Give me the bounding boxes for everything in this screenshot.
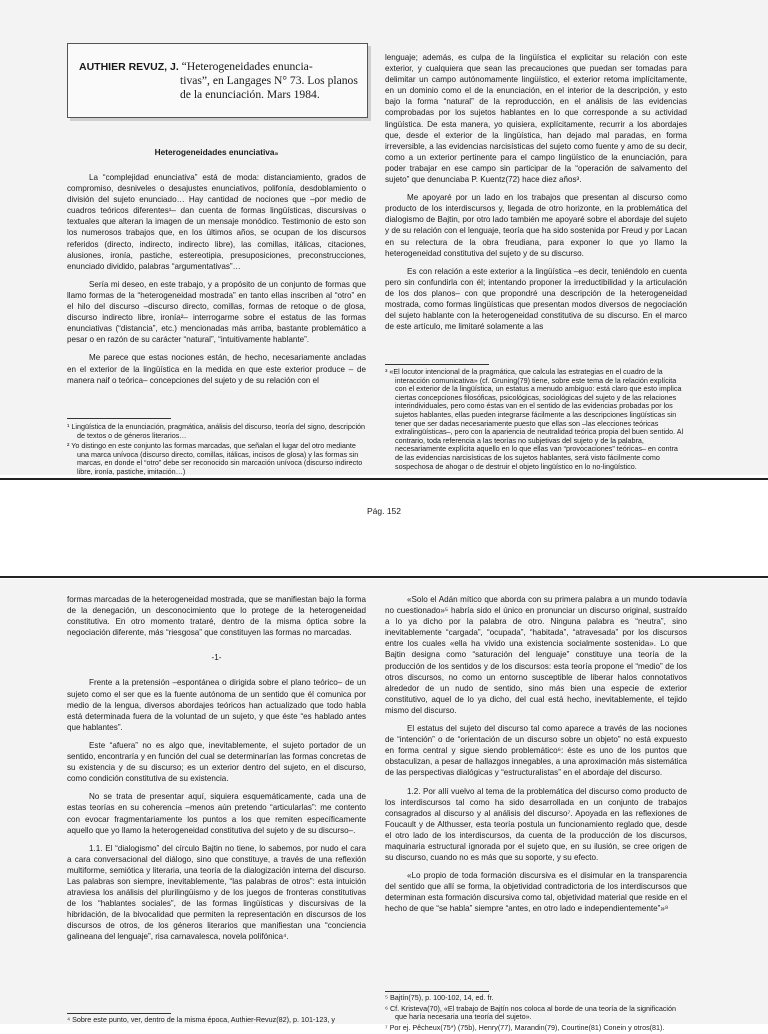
paragraph: Sería mi deseo, en este trabajo, y a propósito de un conjunto de formas que llamo formas de la “heterogeneidad mostrada” en tanto ellas inscriben al “otro” en el hilo del discurso –discurso directo, comillas, formas de retoque o de glosa, discurso indirecto libre, ironía²– interrogarme sobre el estatus de las formas enunciativas (“distancia”, etc.) mencionadas más arriba, bastante problemático a pesar o en razón de su carácter “natural”, “intuitivamente hablante”. [67,279,366,345]
top-left-footnotes [67,423,366,479]
reference-line-3: de la enunciación. Mars 1984. [180,88,320,101]
footnote: ¹ Lingüística de la enunciación, pragmática, análisis del discurso, teoría del signo, descripción de textos o de géneros literarios… [67,422,366,440]
paragraph: Me apoyaré por un lado en los trabajos que presentan al discurso como producto de los interdiscursos y, llegada de otro horizonte, en la problemática del dialogismo de Bajtin, por otro lado también me apoyaré sobre el abordaje del sujeto y de su relación con el lenguaje, teoría que ha sido sostenida por Freud y por Lacan en su relectura de la obra freudiana, para exponer lo que yo llamo la heterogeneidad constitutiva del sujeto y de su discurso. [385,193,687,258]
paragraph: «Solo el Adán mítico que aborda con su primera palabra a un mundo todavía no cuestionado»⁵ habría sido el único en pronunciar un discurso original, sustraído a lo ya dicho por la palabra de otro. Ninguna palabra es “neutra”, sino inevitablemente “cargada”, “ocupada”, “habitada”, “atravesada” por los discursos entre los cuales «ella ha vivido una existencia socialmente sostenida». Lo que Bajtin designa como “saturación del lenguaje” constituye una teoría de la producción de los sentidos y de los discursos: esta teoría propone el “medio” de los otros discursos, no como un entorno susceptible de liberar halos connotativos alrededor de un nudo de sentido, sino más bien una especie de exterior constitutivo, aquel de lo ya dicho, del cual está hecho, inevitablemente, el tejido mismo del discurso. [385,595,687,715]
top-left-column [67,172,366,393]
reference-author: AUTHIER REVUZ, J. [79,61,179,73]
top-right-footnote [385,368,687,473]
reference-line-1: AUTHIER REVUZ, J. “Heterogeneidades enuncia- [79,60,313,73]
paragraph: El estatus del sujeto del discurso tal como aparece a través de las nociones de “intención” o de “orientación de un discurso sobre un objeto” no está expuesto en forma central y sigue siendo problemático⁶: éste es uno de los puntos que obstaculizan, a pesar de hallazgos innegables, a una aproximación más sistemática de las perspectivas dialógicas y “estructuralistas” en el abordaje del discurso. [385,724,687,778]
lower-page [0,579,768,1032]
footnote: ² Yo distingo en este conjunto las formas marcadas, que señalan el lugar del otro mediante una marca unívoca (discurso directo, comillas, itálicas, incisos de glosa) y las formas sin marcas, en donde el “otro” debe ser reconocido sin marcación unívoca (discurso indirecto libre, ironía, pastiche, imitación…) [67,441,363,476]
page-separator [0,576,768,578]
section-number: -1- [211,653,222,663]
bottom-left-footnote [67,1016,366,1027]
upper-page [0,0,768,475]
bottom-left-column [67,594,366,950]
paragraph: Es con relación a este exterior a la lingüística –es decir, teniéndolo en cuenta pero sin confundirla con él; intentando proponer la irreductibilidad y la articulación de los dos planos– con que propondré una descripción de la heterogeneidad mostrada, como formas lingüísticas que presentan modos diversos de negociación del sujeto hablante con la heterogeneidad constitutiva de su discurso. En el marco de este artículo, me limitaré solamente a las [385,266,687,332]
page-separator [0,478,768,480]
page-number: Pág. 152 [366,506,402,516]
footnote: ⁵ Bajtín(75), p. 100-102, 14, ed. fr. [385,993,494,1002]
paragraph: Me parece que estas nociones están, de hecho, necesariamente ancladas en el exterior de la lingüística en la medida en que este exterior produce – de manera naif o teórica– concepciones del sujeto y de su relación con el [67,353,366,385]
footnote: ⁶ Cf. Kristeva(70), «El trabajo de Bajtín nos coloca al borde de una teoría de la significación que haría necesaria una teoría del sujeto». [385,1003,677,1022]
footnote: ⁴ Sobre este punto, ver, dentro de la misma época, Authier-Revuz(82), p. 101-123, y [67,1015,335,1024]
paragraph: No se trata de presentar aquí, siquiera esquemáticamente, cada una de estas teorías en su coherencia –menos aún pretendo “articularlas”: me contento con evocar fragmentariamente los puntos a los que remiten específicamente aquello que yo llamo la heterogeneidad constitutiva del sujeto y de su discurso–. [67,792,366,835]
paragraph: La “complejidad enunciativa” está de moda: distanciamiento, grados de compromiso, desniveles o desajustes enunciativos, polifonía, desdoblamiento o división del sujeto enunciado… Hay cantidad de nociones que –por medio de cuadros teóricos diferentes¹– dan cuenta de formas lingüísticas, discursivas o textuales que alteran la imagen de un mensaje monódico. Testimonio de esto son los numerosos trabajos que, en los últimos años, se ocupan de los discursos referidos (directo, indirecto, indirecto libre), las comillas, itálicas, citaciones, alusiones, ironía, pastiche, estereotipia, presuposiciones, preconstrucciones, enunciado dividido, palabras “argumentativas”… [67,173,366,271]
footnote: ³ «El locutor intencional de la pragmática, que calcula las estrategias en el cuadro de la interacción comunicativa» (cf. Gruning(79) tiene, sobre este tema de la relación explícita con el exterior de la lingüística, un estatus a menudo ambiguo: está claro que esto implica ciertas concepciones filosóficas, psicológicas, sociológicas del sujeto y de las relaciones interindividuales, pero como éstas van en el sentido de las evidencias probadas por los sujetos hablantes, ellas pueden integrarse fácilmente a las descripciones lingüísticas sin tener que ser dadas necesariamente puesto que ellas son –las elecciones teóricas extralingüísticas–, pero con la apariencia de neutralidad teórica propia del buen sentido. Al contrario, toda referencia a las teorías no subjetivas del sujeto y de la palabra, necesariamente explícita aquello en lo que ellas van “provocaciones” teóricas– en contra de las evidencias narcisísticas de los sujetos hablantes, será visto fácilmente como sospechosa de ahogar o de destruir el objeto lingüístico en lo no-lingüístico. [385,367,684,471]
reference-box [67,43,368,118]
paragraph: 1.1. El “dialogismo” del círculo Bajtin no tiene, lo sabemos, por nudo el cara a cara conversacional del diálogo, sino que constituye, a través de una reflexión multiforme, semiótica y literaria, una teoría de la dialogización interna del discurso. Las palabras son siempre, inevitablemente, “las palabras de otros”: esta intuición atraviesa los análisis del plurilingüismo y de los juegos de fronteras constitutivas de los “hablantes sociales”, de las formas lingüísticas y discursivas de la hibridación, de la bivocalidad que permiten la representación en discursos de los discursos de otros, de los géneros literarios que manifiestan una “conciencia galineana del lenguaje”, risa carnavalesca, novela polifónica⁴. [67,843,366,942]
reference-line-2: tivas”, en Langages N° 73. Los planos [180,74,358,87]
bottom-right-column [385,594,687,922]
paragraph: 1.2. Por allí vuelvo al tema de la problemática del discurso como producto de los interdiscursos tal como ha sido desarrollada en un conjunto de trabajos consagrados al discurso y al análisis del discurso⁷. Apoyada en las reflexiones de Foucault y de Althusser, esta teoría postula un funcionamiento reglado que, desde el otro lado de los interdiscursos, da cuenta de la producción de los discursos, maquinaria estructural ignorada por el sujeto que, en su ilusión, se cree origen de su discurso, cuando no es más que su soporte, y su efecto. [385,786,687,863]
footnote-rule [385,991,489,992]
paragraph: lenguaje; además, es culpa de la lingüística el explicitar su relación con este exterior, y cualquiera que sean las precauciones que puedan ser tomadas para delimitar un campo autónomamente lingüístico, el exterior retoma implícitamente, en un dominio como el de la enunciación, en el interior de la descripción, y esto bajo la forma “natural” de la reproducción, en el análisis de las evidencias comprobadas por los sujetos hablantes en lo que corresponde a su actividad lingüística. De esta manera, yo quisiera, explícitamente, recurrir a los abordajes que, desde el exterior de la lingüística, han dejado mal paradas, en forma irreversible, a las evidencias narcisísticas del sujeto como fuente y amo de su decir, como a un exterior pertinente para el campo lingüístico de la enunciación, para poder trabajar en ese campo sin participar de la “operación de salvamento del sujeto” que denunciaba P. Kuentz(72) hace diez años³. [385,53,687,185]
paragraph: formas marcadas de la heterogeneidad mostrada, que se manifiestan bajo la forma de la denegación, un desconocimiento que lo protege de la heterogeneidad constitutiva. En otro momento trataré, dentro de la misma óptica sobre la negociación diferente, más “riesgosa” que constituyen las formas no marcadas. [67,595,366,638]
paragraph: Frente a la pretensión –espontánea o dirigida sobre el plano teórico– de un sujeto como el ser que es la fuente autónoma de un sentido que él comunica por medio de la lengua, diversos abordajes teóricos han actualizado que todo habla está determinada fuera de la voluntad de un sujeto, y que éste “es hablado antes que hablantes”. [67,678,366,732]
top-right-column [385,52,687,339]
footnote-rule [385,364,489,365]
paragraph: «Lo propio de toda formación discursiva es el disimular en la transparencia del sentido que allí se forma, la objetividad contradictoria de los interdiscursos que determinan esta formación discursiva como tal, objetividad material que reside en el hecho de que “se habla” siempre “antes, en otro lado e independientemente”»⁸ [385,871,687,914]
footnote-rule [67,418,171,419]
footnote-rule [67,1013,171,1014]
footnote: ⁷ Por ej. Pêcheux(75*) (75b), Henry(77), Marandin(79), Courtine(81) Conein y otros(81). [385,1022,665,1032]
bottom-right-footnotes [385,994,687,1034]
paragraph: Este “afuera” no es algo que, inevitablemente, el sujeto portador de un sentido, encontraría y en función del cual se determinarían las formas concretas de su existencia y de su discurso; es un exterior dentro del sujeto, en el discurso, como condición constitutiva de su existencia. [67,740,366,784]
article-heading: Heterogeneidades enunciativa₅ [154,147,279,157]
